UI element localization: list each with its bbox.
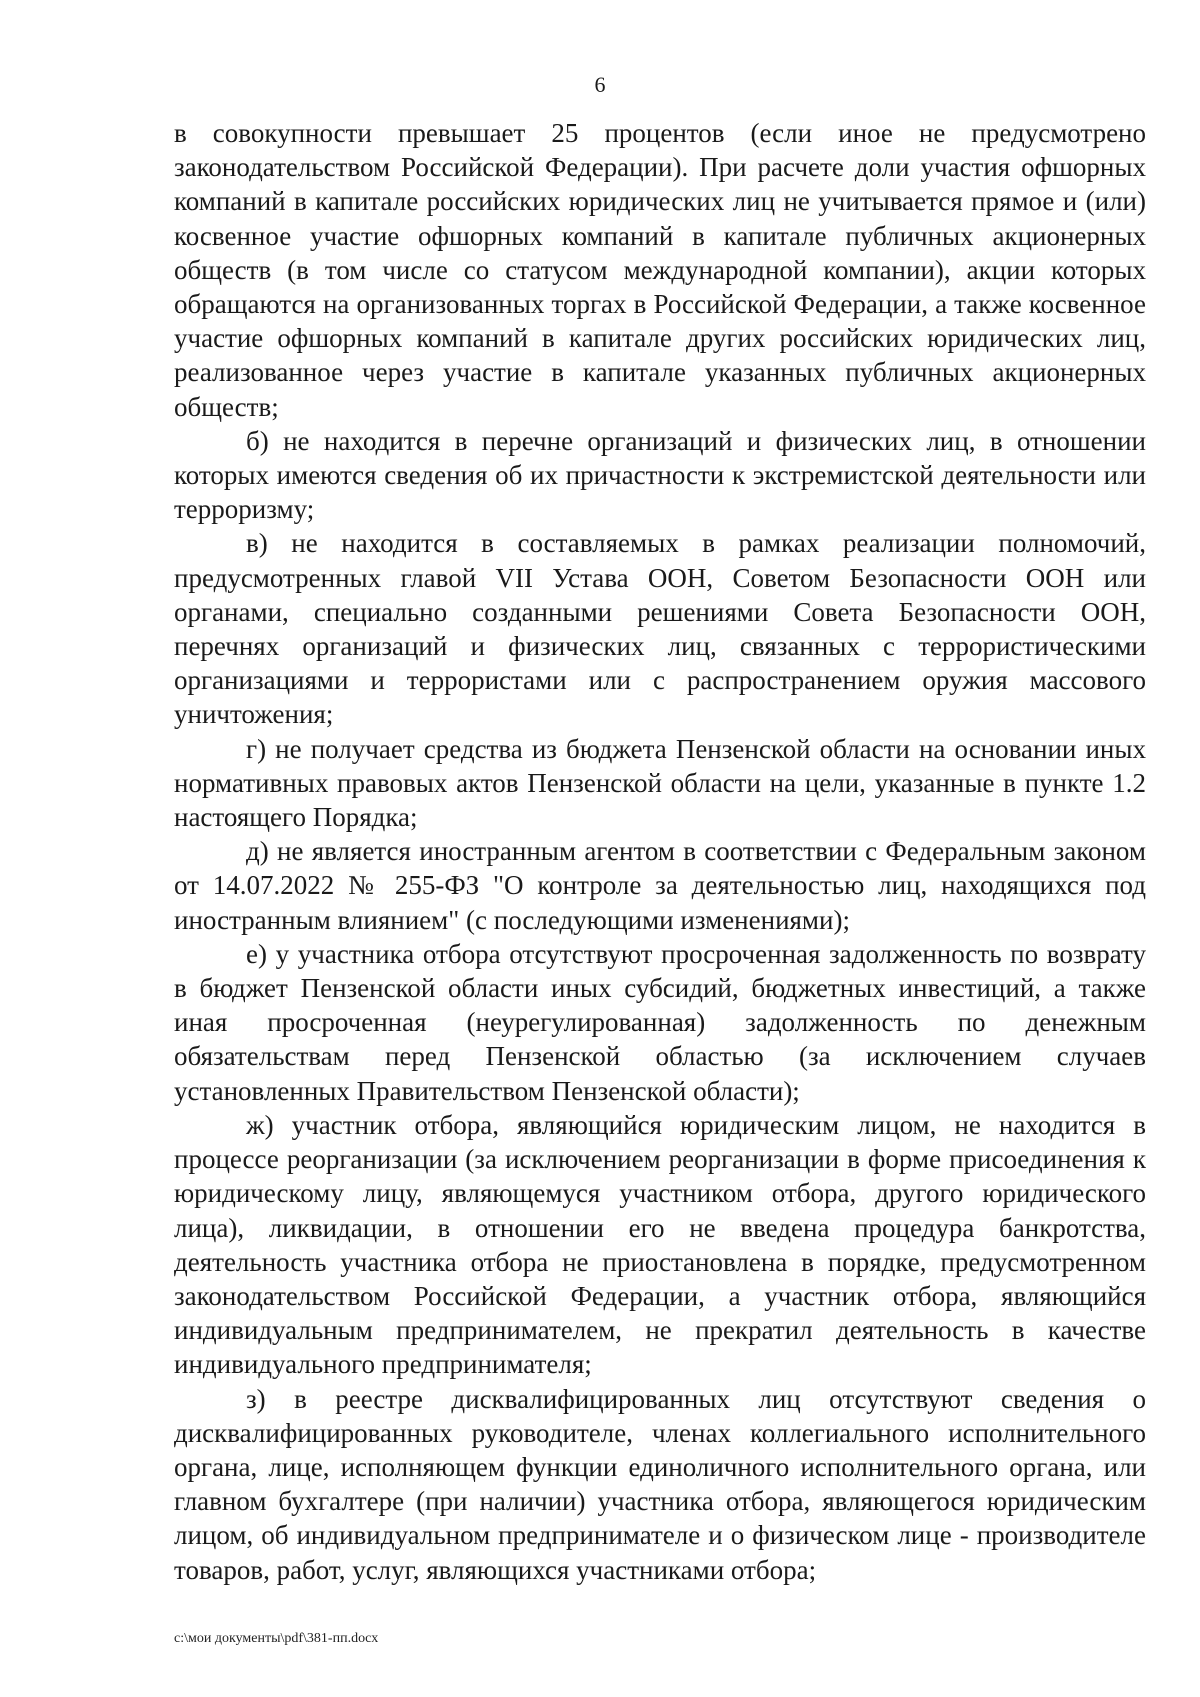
page-number: 6 <box>594 72 606 97</box>
paragraph-item-z: з) в реестре дисквалифицированных лиц отсутствуют сведения о дисквалифицированных руководителе, членах коллегиального исполнительного органа, лице, исполняющем функции единоличного исполнительного органа, или главном бухгалтере (при наличии) участника отбора, являющегося юридическим лицом, об индивидуальном предпринимателе и о физическом лице - производителе товаров, работ, услуг, являющихся участниками отбора; <box>174 1383 1146 1585</box>
footer-file-path: c:\мои документы\pdf\381-пп.docx <box>174 1631 379 1646</box>
paragraph-item-zh: ж) участник отбора, являющийся юридическим лицом, не находится в процессе реорганизации (за исключением реорганизации в форме присоединения к юридическому лицу, являющемуся участником отбора, другого юридического лица), ликвидации, в отношении его не введена процедура банкротства, деятельность участника отбора не приостановлена в порядке, предусмотренном законодательством Российской Федерации, а участник отбора, являющийся индивидуальным предпринимателем, не прекратил деятельность в качестве индивидуального предпринимателя; <box>174 1109 1146 1380</box>
paragraph-item-d: д) не является иностранным агентом в соответствии с Федеральным законом от 14.07.2022 № 255-ФЗ "О контроле за деятельностью лиц, находящихся под иностранным влиянием" (с последующими изменениями); <box>174 836 1146 935</box>
paragraph-item-g: г) не получает средства из бюджета Пензенской области на основании иных нормативных правовых актов Пензенской области на цели, указанные в пункте 1.2 настоящего Порядка; <box>174 733 1146 833</box>
paragraph-continuation: в совокупности превышает 25 процентов (если иное не предусмотрено законодательством Российской Федерации). При расчете доли участия офшорных компаний в капитале российских юридических лиц не учитывается прямое и (или) косвенное участие офшорных компаний в капитале публичных акционерных обществ (в том числе со статусом международной компании), акции которых обращаются на организованных торгах в Российской Федерации, а также косвенное участие офшорных компаний в капитале других российских юридических лиц, реализованное через участие в капитале указанных публичных акционерных обществ; <box>174 118 1146 422</box>
document-body <box>174 116 1146 1587</box>
paragraph-item-v: в) не находится в составляемых в рамках реализации полномочий, предусмотренных главой VII Устава ООН, Советом Безопасности ООН или органами, специально созданными решениями Совета Безопасности ООН, перечнях организаций и физических лиц, связанных с террористическими организациями и террористами или с распространением оружия массового уничтожения; <box>174 528 1146 730</box>
paragraph-item-b: б) не находится в перечне организаций и физических лиц, в отношении которых имеются сведения об их причастности к экстремистской деятельности или терроризму; <box>174 425 1146 525</box>
paragraph-item-e: е) у участника отбора отсутствуют просроченная задолженность по возврату в бюджет Пензенской области иных субсидий, бюджетных инвестиций, а также иная просроченная (неурегулированная) задолженность по денежным обязательствам перед Пензенской областью (за исключением случаев установленных Правительством Пензенской области); <box>174 938 1146 1106</box>
